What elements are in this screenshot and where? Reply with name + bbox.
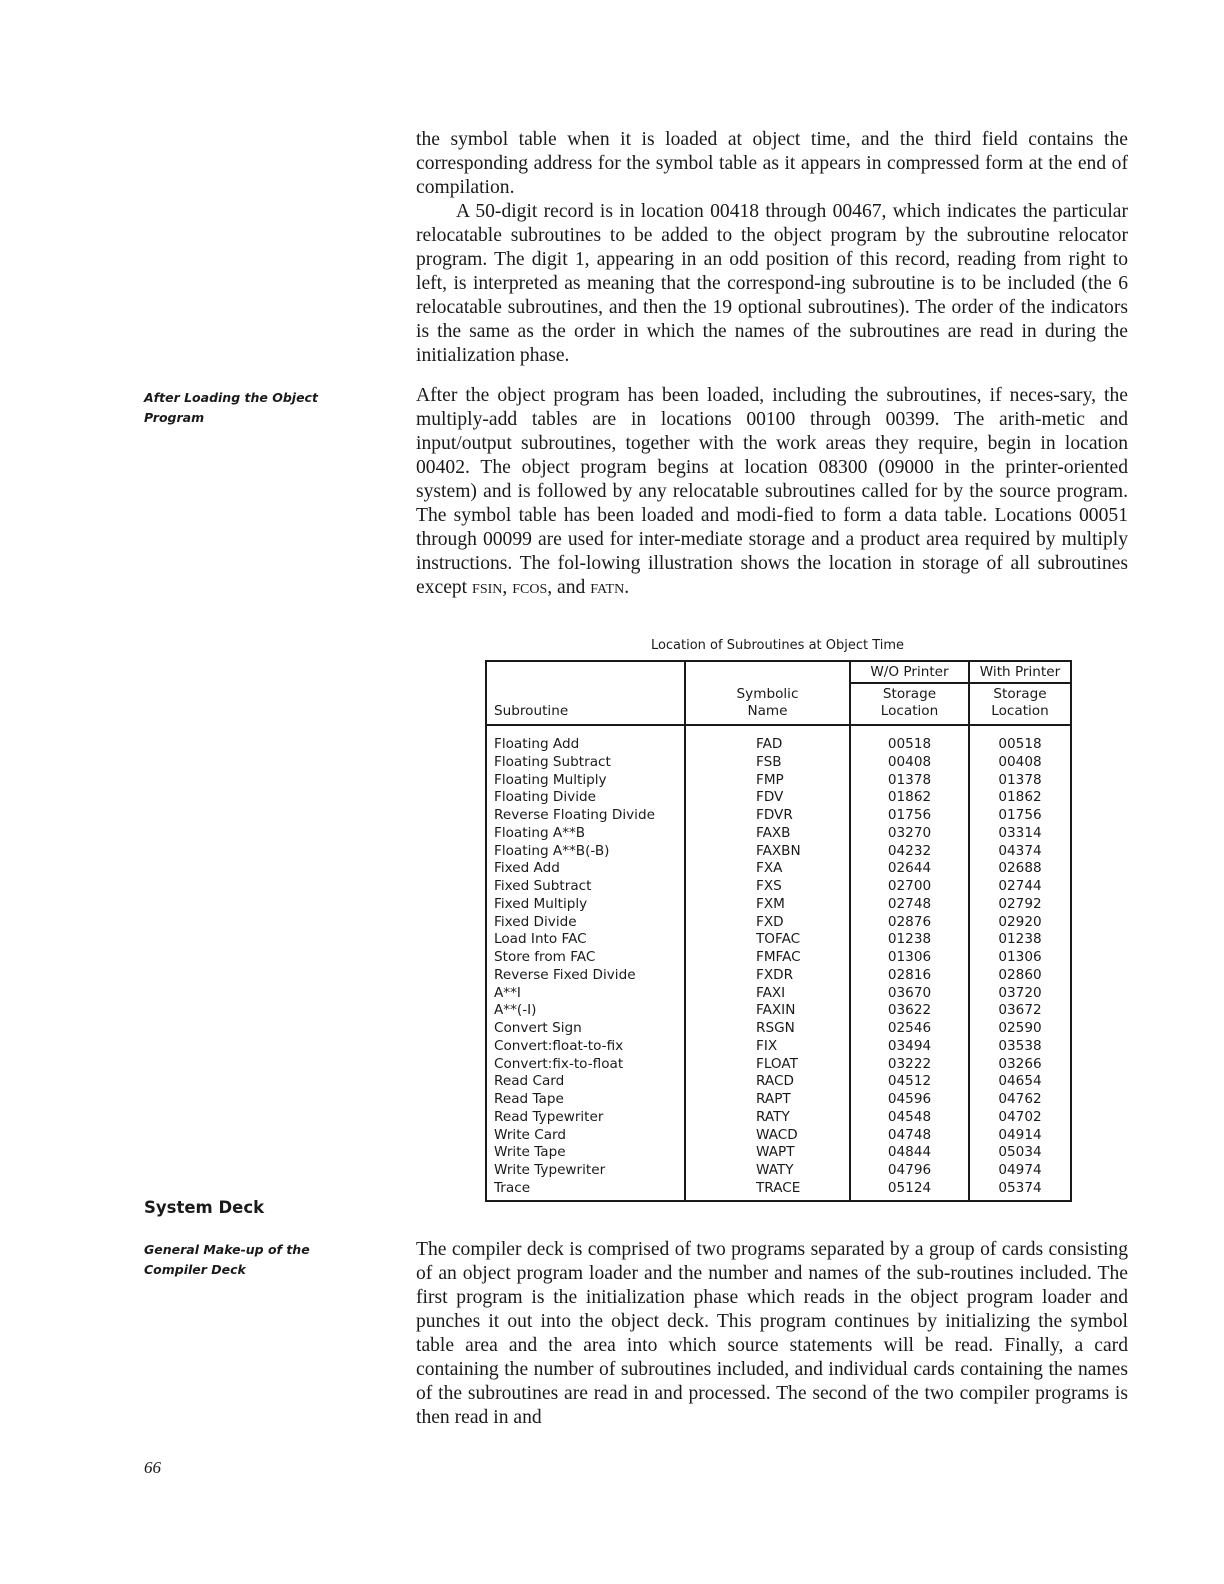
cell-storage-wo-printer: 04596	[850, 1091, 969, 1109]
cell-storage-with-printer: 04654	[969, 1073, 1071, 1091]
header-subroutine: Subroutine	[486, 661, 685, 725]
header-symbolic-name-text: Symbolic Name	[736, 686, 799, 719]
cell-storage-with-printer: 03720	[969, 985, 1071, 1003]
cell-subroutine: Write Tape	[486, 1144, 685, 1162]
cell-subroutine: Convert:fix-to-float	[486, 1056, 685, 1074]
cell-subroutine: Reverse Fixed Divide	[486, 967, 685, 985]
cell-storage-wo-printer: 00518	[850, 725, 969, 754]
cell-storage-with-printer: 04974	[969, 1162, 1071, 1180]
cell-storage-wo-printer: 04232	[850, 843, 969, 861]
table-row	[486, 860, 1071, 878]
cell-storage-wo-printer: 04548	[850, 1109, 969, 1127]
cell-storage-with-printer: 01756	[969, 807, 1071, 825]
cell-storage-with-printer: 04702	[969, 1109, 1071, 1127]
cell-subroutine: Reverse Floating Divide	[486, 807, 685, 825]
cell-subroutine: Floating Subtract	[486, 754, 685, 772]
table-caption: Location of Subroutines at Object Time	[650, 638, 905, 653]
cell-storage-with-printer: 03314	[969, 825, 1071, 843]
cell-symbolic-name: FAD	[685, 725, 850, 754]
cell-storage-with-printer: 02860	[969, 967, 1071, 985]
fsin-term: fsin	[472, 577, 503, 598]
cell-symbolic-name: RSGN	[685, 1020, 850, 1038]
cell-storage-with-printer: 05034	[969, 1144, 1071, 1162]
cell-storage-wo-printer: 02876	[850, 914, 969, 932]
cell-storage-with-printer: 02688	[969, 860, 1071, 878]
fatn-term: fatn	[590, 577, 625, 598]
cell-subroutine: Fixed Divide	[486, 914, 685, 932]
table-row	[486, 1038, 1071, 1056]
table-row	[486, 931, 1071, 949]
paragraph-after-loading-text: After the object program has been loaded, including the subroutines, if neces-sary, the multiply-add tables are in locations 00100 through 00399. The arith-metic and input/output subroutines, together with the work areas they require, begin in location 00402. The object program begins at location 08300 (09000 in the printer-oriented system) and is followed by any relocatable subroutines called for by the source program. The symbol table has been loaded and modi-fied to form a data table. Locations 00051 through 00099 are used for inter-mediate storage and a product area required by multiply instructions. The fol-lowing illustration shows the location in storage of all subroutines except	[416, 385, 1128, 598]
cell-storage-wo-printer: 00408	[850, 754, 969, 772]
cell-storage-wo-printer: 04844	[850, 1144, 969, 1162]
table-row	[486, 772, 1071, 790]
page-number: 66	[144, 1458, 161, 1477]
cell-storage-wo-printer: 01238	[850, 931, 969, 949]
cell-storage-with-printer: 04762	[969, 1091, 1071, 1109]
cell-storage-with-printer: 01862	[969, 789, 1071, 807]
cell-storage-with-printer: 02920	[969, 914, 1071, 932]
cell-symbolic-name: FDVR	[685, 807, 850, 825]
table-row	[486, 843, 1071, 861]
cell-storage-with-printer: 04374	[969, 843, 1071, 861]
margin-heading-after-loading: After Loading the Object Program	[144, 390, 318, 425]
cell-storage-wo-printer: 02748	[850, 896, 969, 914]
separator-text: , and	[547, 577, 586, 598]
paragraph-symbol-table: the symbol table when it is loaded at object time, and the third field contains the corresponding address for the symbol table as it appears in compressed form at the end of compilation.	[416, 129, 1128, 198]
cell-symbolic-name: TRACE	[685, 1180, 850, 1201]
cell-subroutine: Write Card	[486, 1127, 685, 1145]
cell-symbolic-name: FXD	[685, 914, 850, 932]
cell-storage-wo-printer: 03270	[850, 825, 969, 843]
header-with-printer: With Printer	[969, 661, 1071, 683]
table-row	[486, 949, 1071, 967]
cell-subroutine: Floating Divide	[486, 789, 685, 807]
separator-text: ,	[502, 577, 508, 598]
cell-subroutine: Floating Add	[486, 725, 685, 754]
separator-text: .	[624, 577, 630, 598]
cell-storage-with-printer: 00518	[969, 725, 1071, 754]
cell-storage-wo-printer: 04796	[850, 1162, 969, 1180]
subroutine-location-table	[485, 660, 1072, 1202]
cell-subroutine: Floating A**B(-B)	[486, 843, 685, 861]
margin-heading-general-makeup: General Make-up of the Compiler Deck	[144, 1242, 310, 1277]
cell-storage-wo-printer: 01756	[850, 807, 969, 825]
cell-storage-wo-printer: 03494	[850, 1038, 969, 1056]
cell-storage-with-printer: 03266	[969, 1056, 1071, 1074]
table-row	[486, 1020, 1071, 1038]
cell-symbolic-name: FMFAC	[685, 949, 850, 967]
header-wo-printer: W/O Printer	[850, 661, 969, 683]
cell-symbolic-name: FAXI	[685, 985, 850, 1003]
table-row	[486, 985, 1071, 1003]
cell-subroutine: Read Tape	[486, 1091, 685, 1109]
table-row	[486, 807, 1071, 825]
cell-storage-with-printer: 03672	[969, 1002, 1071, 1020]
fcos-term: fcos	[512, 577, 548, 598]
cell-storage-wo-printer: 03222	[850, 1056, 969, 1074]
cell-symbolic-name: FDV	[685, 789, 850, 807]
table-row	[486, 878, 1071, 896]
table-row	[486, 1144, 1071, 1162]
table-row	[486, 1180, 1071, 1201]
cell-symbolic-name: FXA	[685, 860, 850, 878]
cell-storage-with-printer: 01238	[969, 931, 1071, 949]
cell-symbolic-name: FSB	[685, 754, 850, 772]
cell-symbolic-name: FLOAT	[685, 1056, 850, 1074]
cell-subroutine: Write Typewriter	[486, 1162, 685, 1180]
table-row	[486, 967, 1071, 985]
paragraph-compiler-deck: The compiler deck is comprised of two programs separated by a group of cards consisting of an object program loader and the number and names of the sub-routines included. The first program is the initialization phase which reads in the object program loader and punches it out into the object deck. This program continues by initializing the symbol table area and the area into which source statements will be read. Finally, a card containing the number of subroutines included, and individual cards containing the names of the subroutines are read in and processed. The second of the two compiler programs is then read in and	[416, 1239, 1128, 1428]
table-row	[486, 896, 1071, 914]
cell-storage-wo-printer: 03670	[850, 985, 969, 1003]
table-body	[486, 725, 1071, 1201]
cell-symbolic-name: WAPT	[685, 1144, 850, 1162]
cell-storage-with-printer: 05374	[969, 1180, 1071, 1201]
cell-storage-with-printer: 04914	[969, 1127, 1071, 1145]
cell-symbolic-name: FMP	[685, 772, 850, 790]
cell-subroutine: Read Card	[486, 1073, 685, 1091]
table-row	[486, 1056, 1071, 1074]
cell-symbolic-name: FXDR	[685, 967, 850, 985]
cell-storage-wo-printer: 02816	[850, 967, 969, 985]
paragraph-after-loading	[416, 384, 1128, 600]
cell-storage-with-printer: 01306	[969, 949, 1071, 967]
cell-symbolic-name: RACD	[685, 1073, 850, 1091]
cell-storage-wo-printer: 01862	[850, 789, 969, 807]
cell-storage-with-printer: 03538	[969, 1038, 1071, 1056]
paragraph-50-digit-record: A 50-digit record is in location 00418 through 00467, which indicates the particular relocatable subroutines to be added to the object program by the subroutine relocator program. The digit 1, appearing in an odd position of this record, reading from right to left, is interpreted as meaning that the correspond-ing subroutine is to be included (the 6 relocatable subroutines, and then the 19 optional subroutines). The order of the indicators is the same as the order in which the names of the subroutines are read in during the initialization phase.	[416, 201, 1128, 366]
cell-storage-wo-printer: 04748	[850, 1127, 969, 1145]
cell-subroutine: Load Into FAC	[486, 931, 685, 949]
cell-symbolic-name: RAPT	[685, 1091, 850, 1109]
section-heading-system-deck: System Deck	[144, 1198, 265, 1217]
cell-storage-wo-printer: 01378	[850, 772, 969, 790]
cell-storage-wo-printer: 05124	[850, 1180, 969, 1201]
cell-subroutine: Convert Sign	[486, 1020, 685, 1038]
cell-symbolic-name: WATY	[685, 1162, 850, 1180]
table-row	[486, 1002, 1071, 1020]
cell-subroutine: A**(-I)	[486, 1002, 685, 1020]
header-symbolic-name	[685, 661, 850, 725]
cell-subroutine: Convert:float-to-fix	[486, 1038, 685, 1056]
cell-storage-with-printer: 02744	[969, 878, 1071, 896]
cell-storage-wo-printer: 02644	[850, 860, 969, 878]
cell-storage-wo-printer: 01306	[850, 949, 969, 967]
cell-subroutine: Read Typewriter	[486, 1109, 685, 1127]
table-row	[486, 754, 1071, 772]
cell-symbolic-name: FXM	[685, 896, 850, 914]
cell-storage-wo-printer: 03622	[850, 1002, 969, 1020]
header-storage-location-wo: Storage Location	[850, 683, 969, 725]
cell-subroutine: Fixed Add	[486, 860, 685, 878]
cell-symbolic-name: FAXB	[685, 825, 850, 843]
cell-symbolic-name: RATY	[685, 1109, 850, 1127]
cell-symbolic-name: TOFAC	[685, 931, 850, 949]
table-row	[486, 1091, 1071, 1109]
header-storage-location-with: Storage Location	[969, 683, 1071, 725]
table-row	[486, 1073, 1071, 1091]
cell-storage-with-printer: 02792	[969, 896, 1071, 914]
table-row	[486, 789, 1071, 807]
cell-subroutine: Store from FAC	[486, 949, 685, 967]
cell-subroutine: Trace	[486, 1180, 685, 1201]
table-row	[486, 1162, 1071, 1180]
cell-storage-with-printer: 01378	[969, 772, 1071, 790]
cell-symbolic-name: FXS	[685, 878, 850, 896]
cell-subroutine: Floating Multiply	[486, 772, 685, 790]
cell-symbolic-name: FAXIN	[685, 1002, 850, 1020]
cell-symbolic-name: FAXBN	[685, 843, 850, 861]
cell-subroutine: Fixed Subtract	[486, 878, 685, 896]
cell-storage-with-printer: 00408	[969, 754, 1071, 772]
table-row	[486, 1127, 1071, 1145]
cell-storage-wo-printer: 04512	[850, 1073, 969, 1091]
cell-storage-wo-printer: 02546	[850, 1020, 969, 1038]
cell-subroutine: A**I	[486, 985, 685, 1003]
cell-symbolic-name: WACD	[685, 1127, 850, 1145]
table-row	[486, 725, 1071, 754]
table-row	[486, 914, 1071, 932]
cell-subroutine: Fixed Multiply	[486, 896, 685, 914]
cell-storage-wo-printer: 02700	[850, 878, 969, 896]
cell-storage-with-printer: 02590	[969, 1020, 1071, 1038]
cell-subroutine: Floating A**B	[486, 825, 685, 843]
cell-symbolic-name: FIX	[685, 1038, 850, 1056]
table-row	[486, 1109, 1071, 1127]
table-row	[486, 825, 1071, 843]
